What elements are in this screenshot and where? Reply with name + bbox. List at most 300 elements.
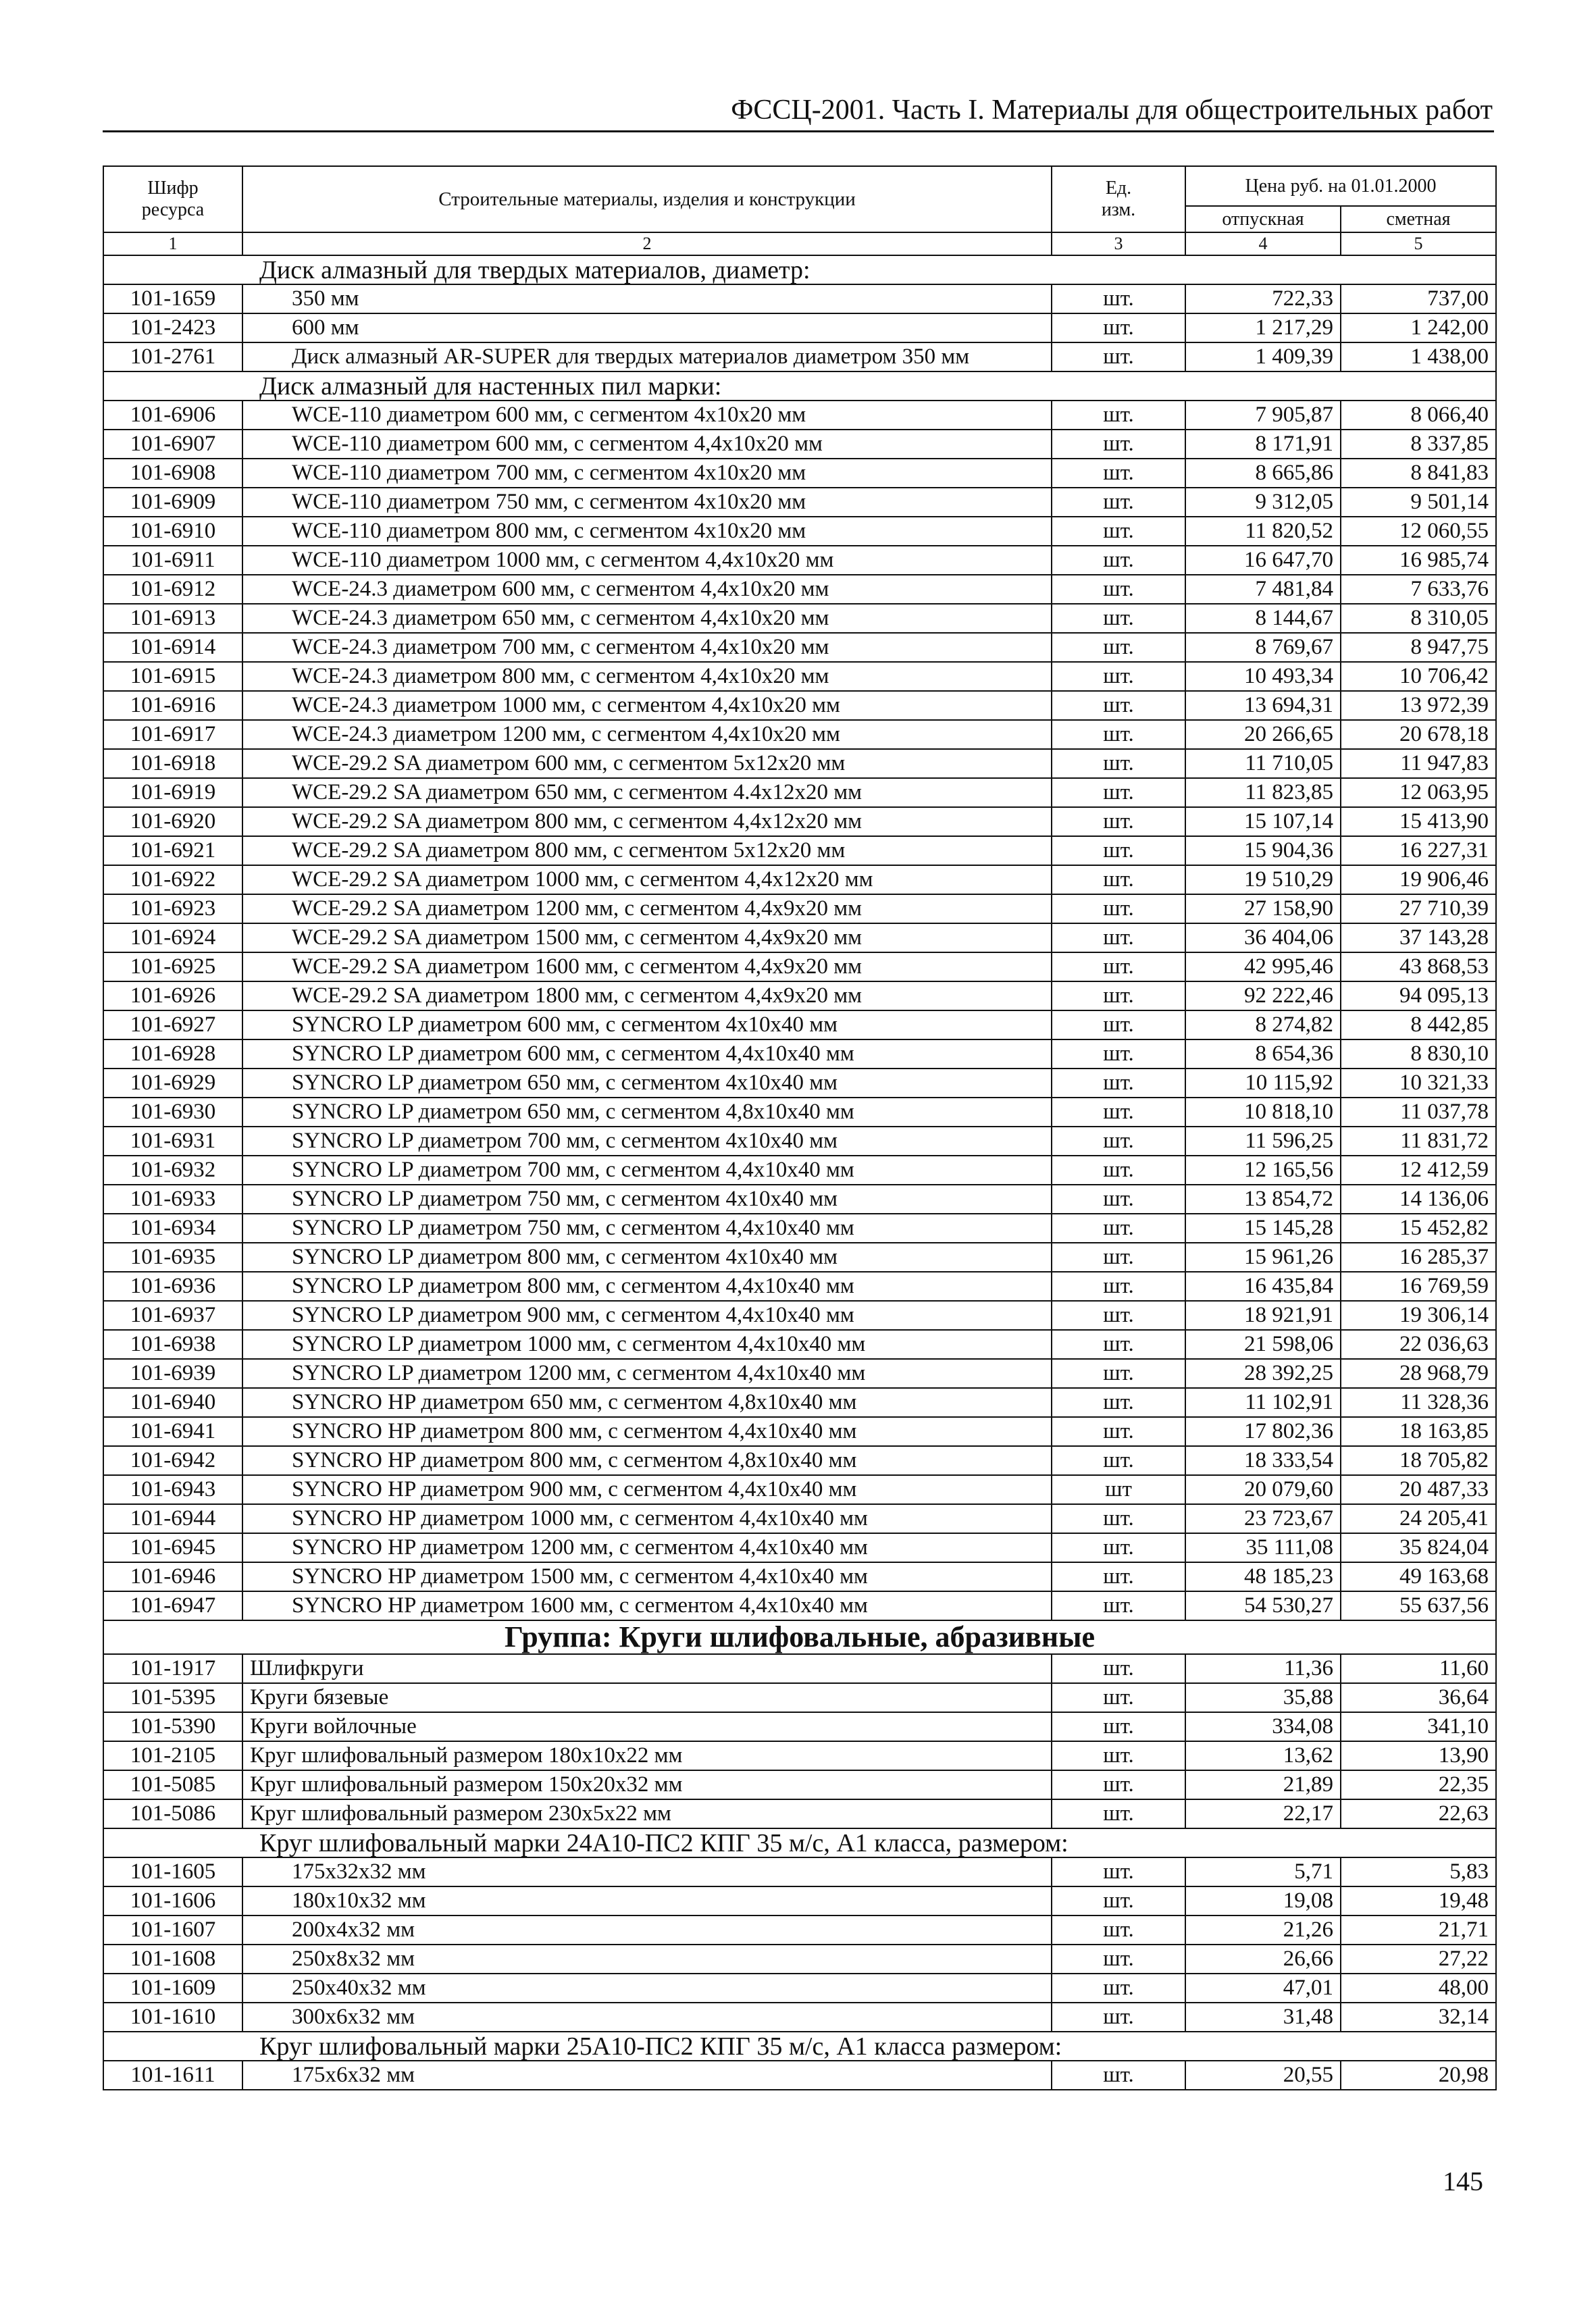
table-row (103, 1214, 1496, 1243)
resource-code-cell: 101-6934 (103, 1214, 242, 1243)
resource-code-cell: 101-6935 (103, 1243, 242, 1272)
item-name-cell: Круг шлифовальный размером 150х20х32 мм (242, 1770, 1052, 1799)
release-price-cell: 21,26 (1185, 1916, 1341, 1945)
unit-cell: шт. (1052, 981, 1185, 1010)
table-row (103, 662, 1496, 691)
unit-cell: шт. (1052, 952, 1185, 981)
table-row (103, 604, 1496, 633)
item-name-cell: SYNCRO LP диаметром 600 мм, с сегментом 4,4х10х40 мм (242, 1039, 1052, 1069)
table-row (103, 1185, 1496, 1214)
release-price-cell: 8 769,67 (1185, 633, 1341, 662)
item-name-cell: SYNCRO LP диаметром 650 мм, с сегментом 4,8х10х40 мм (242, 1098, 1052, 1127)
unit-cell: шт. (1052, 488, 1185, 517)
table-row (103, 313, 1496, 342)
col-header-estimate-price: сметная (1341, 206, 1496, 232)
resource-code-cell: 101-1659 (103, 284, 242, 313)
release-price-cell: 1 409,39 (1185, 342, 1341, 371)
table-row (103, 1359, 1496, 1388)
item-name-cell: WCE-29.2 SA диаметром 1500 мм, с сегментом 4,4х9х20 мм (242, 923, 1052, 952)
table-row (103, 778, 1496, 807)
estimate-price-cell: 16 285,37 (1341, 1243, 1496, 1272)
unit-cell: шт. (1052, 342, 1185, 371)
resource-code-cell: 101-6909 (103, 488, 242, 517)
resource-code-cell: 101-6942 (103, 1446, 242, 1475)
table-row (103, 517, 1496, 546)
item-name-cell: SYNCRO HP диаметром 650 мм, с сегментом 4,8х10х40 мм (242, 1388, 1052, 1417)
table-row (103, 894, 1496, 923)
resource-code-cell: 101-2761 (103, 342, 242, 371)
resource-code-cell: 101-1610 (103, 2003, 242, 2032)
resource-code-cell: 101-6944 (103, 1504, 242, 1533)
estimate-price-cell: 49 163,68 (1341, 1562, 1496, 1591)
unit-cell: шт. (1052, 517, 1185, 546)
item-name-cell: SYNCRO LP диаметром 800 мм, с сегментом 4,4х10х40 мм (242, 1272, 1052, 1301)
item-name-cell: WCE-24.3 диаметром 650 мм, с сегментом 4,4х10х20 мм (242, 604, 1052, 633)
item-name-cell: WCE-29.2 SA диаметром 1000 мм, с сегментом 4,4х12х20 мм (242, 865, 1052, 894)
resource-code-cell: 101-6908 (103, 459, 242, 488)
resource-code-cell: 101-6921 (103, 836, 242, 865)
unit-cell: шт. (1052, 1243, 1185, 1272)
item-name-cell: SYNCRO LP диаметром 750 мм, с сегментом 4х10х40 мм (242, 1185, 1052, 1214)
estimate-price-cell: 8 947,75 (1341, 633, 1496, 662)
unit-cell: шт. (1052, 894, 1185, 923)
table-row (103, 1301, 1496, 1330)
table-row (103, 1974, 1496, 2003)
resource-code-cell: 101-6943 (103, 1475, 242, 1504)
release-price-cell: 42 995,46 (1185, 952, 1341, 981)
item-name-cell: Круги войлочные (242, 1712, 1052, 1741)
unit-cell: шт. (1052, 633, 1185, 662)
unit-cell: шт. (1052, 313, 1185, 342)
resource-code-cell: 101-1606 (103, 1886, 242, 1916)
resource-code-cell: 101-5085 (103, 1770, 242, 1799)
unit-cell: шт. (1052, 1974, 1185, 2003)
table-row (103, 1533, 1496, 1562)
item-name-cell: WCE-110 диаметром 1000 мм, с сегментом 4,4х10х20 мм (242, 546, 1052, 575)
resource-code-cell: 101-1607 (103, 1916, 242, 1945)
table-row (103, 1010, 1496, 1039)
estimate-price-cell: 27,22 (1341, 1945, 1496, 1974)
table-row (103, 1243, 1496, 1272)
table-row (103, 1098, 1496, 1127)
item-name-cell: WCE-24.3 диаметром 800 мм, с сегментом 4,4х10х20 мм (242, 662, 1052, 691)
release-price-cell: 27 158,90 (1185, 894, 1341, 923)
unit-cell: шт. (1052, 749, 1185, 778)
estimate-price-cell: 13 972,39 (1341, 691, 1496, 720)
estimate-price-cell: 8 442,85 (1341, 1010, 1496, 1039)
estimate-price-cell: 36,64 (1341, 1683, 1496, 1712)
release-price-cell: 11 820,52 (1185, 517, 1341, 546)
item-name-cell: 600 мм (242, 313, 1052, 342)
unit-cell: шт. (1052, 1098, 1185, 1127)
item-name-cell: SYNCRO LP диаметром 600 мм, с сегментом 4х10х40 мм (242, 1010, 1052, 1039)
release-price-cell: 15 145,28 (1185, 1214, 1341, 1243)
table-row (103, 1916, 1496, 1945)
estimate-price-cell: 12 412,59 (1341, 1156, 1496, 1185)
unit-cell: шт. (1052, 1330, 1185, 1359)
resource-code-cell: 101-1917 (103, 1654, 242, 1683)
header-divider (103, 130, 1494, 132)
release-price-cell: 13 694,31 (1185, 691, 1341, 720)
unit-cell: шт. (1052, 1799, 1185, 1828)
unit-cell: шт. (1052, 1591, 1185, 1620)
release-price-cell: 8 171,91 (1185, 430, 1341, 459)
release-price-cell: 20 079,60 (1185, 1475, 1341, 1504)
item-name-cell: 350 мм (242, 284, 1052, 313)
item-name-cell: SYNCRO LP диаметром 900 мм, с сегментом 4,4х10х40 мм (242, 1301, 1052, 1330)
unit-cell: шт. (1052, 1069, 1185, 1098)
resource-code-cell: 101-6925 (103, 952, 242, 981)
table-row (103, 633, 1496, 662)
subheading-row (103, 255, 1496, 284)
unit-cell: шт (1052, 1475, 1185, 1504)
item-name-cell: WCE-24.3 диаметром 1200 мм, с сегментом 4,4х10х20 мм (242, 720, 1052, 749)
estimate-price-cell: 19,48 (1341, 1886, 1496, 1916)
item-name-cell: 200х4х32 мм (242, 1916, 1052, 1945)
estimate-price-cell: 32,14 (1341, 2003, 1496, 2032)
estimate-price-cell: 16 227,31 (1341, 836, 1496, 865)
resource-code-cell: 101-6923 (103, 894, 242, 923)
release-price-cell: 31,48 (1185, 2003, 1341, 2032)
table-row (103, 459, 1496, 488)
unit-cell: шт. (1052, 1272, 1185, 1301)
unit-cell: шт. (1052, 1857, 1185, 1886)
release-price-cell: 16 435,84 (1185, 1272, 1341, 1301)
page-number: 145 (1443, 2166, 1483, 2196)
resource-code-cell: 101-6915 (103, 662, 242, 691)
unit-cell: шт. (1052, 604, 1185, 633)
item-name-cell: WCE-29.2 SA диаметром 800 мм, с сегментом 4,4х12х20 мм (242, 807, 1052, 836)
estimate-price-cell: 20,98 (1341, 2061, 1496, 2090)
item-name-cell: WCE-29.2 SA диаметром 600 мм, с сегментом 5х12х20 мм (242, 749, 1052, 778)
table-row (103, 2003, 1496, 2032)
item-name-cell: WCE-24.3 диаметром 1000 мм, с сегментом 4,4х10х20 мм (242, 691, 1052, 720)
col-header-code: Шифр ресурса (103, 166, 242, 232)
item-name-cell: WCE-110 диаметром 600 мм, с сегментом 4,4х10х20 мм (242, 430, 1052, 459)
resource-code-cell: 101-6927 (103, 1010, 242, 1039)
unit-cell: шт. (1052, 1301, 1185, 1330)
estimate-price-cell: 16 769,59 (1341, 1272, 1496, 1301)
estimate-price-cell: 12 060,55 (1341, 517, 1496, 546)
release-price-cell: 48 185,23 (1185, 1562, 1341, 1591)
estimate-price-cell: 1 438,00 (1341, 342, 1496, 371)
resource-code-cell: 101-6933 (103, 1185, 242, 1214)
resource-code-cell: 101-6910 (103, 517, 242, 546)
estimate-price-cell: 10 321,33 (1341, 1069, 1496, 1098)
col-number-1: 1 (103, 232, 242, 255)
table-row (103, 1799, 1496, 1828)
item-name-cell: Шлифкруги (242, 1654, 1052, 1683)
release-price-cell: 17 802,36 (1185, 1417, 1341, 1446)
unit-cell: шт. (1052, 1886, 1185, 1916)
estimate-price-cell: 28 968,79 (1341, 1359, 1496, 1388)
unit-cell: шт. (1052, 1654, 1185, 1683)
unit-cell: шт. (1052, 1562, 1185, 1591)
subheading-text: Диск алмазный для настенных пил марки: (103, 371, 1496, 401)
table-row (103, 952, 1496, 981)
item-name-cell: SYNCRO HP диаметром 1500 мм, с сегментом 4,4х10х40 мм (242, 1562, 1052, 1591)
release-price-cell: 8 144,67 (1185, 604, 1341, 633)
table-row (103, 342, 1496, 371)
unit-cell: шт. (1052, 1712, 1185, 1741)
resource-code-cell: 101-5395 (103, 1683, 242, 1712)
release-price-cell: 11,36 (1185, 1654, 1341, 1683)
estimate-price-cell: 20 487,33 (1341, 1475, 1496, 1504)
unit-cell: шт. (1052, 430, 1185, 459)
resource-code-cell: 101-6932 (103, 1156, 242, 1185)
release-price-cell: 35 111,08 (1185, 1533, 1341, 1562)
unit-cell: шт. (1052, 546, 1185, 575)
unit-cell: шт. (1052, 923, 1185, 952)
item-name-cell: WCE-110 диаметром 750 мм, с сегментом 4х10х20 мм (242, 488, 1052, 517)
estimate-price-cell: 11 037,78 (1341, 1098, 1496, 1127)
table-row (103, 1330, 1496, 1359)
group-heading-row (103, 1620, 1496, 1654)
item-name-cell: WCE-29.2 SA диаметром 1800 мм, с сегментом 4,4х9х20 мм (242, 981, 1052, 1010)
table-row (103, 1156, 1496, 1185)
estimate-price-cell: 27 710,39 (1341, 894, 1496, 923)
release-price-cell: 10 818,10 (1185, 1098, 1341, 1127)
release-price-cell: 13,62 (1185, 1741, 1341, 1770)
release-price-cell: 11 823,85 (1185, 778, 1341, 807)
release-price-cell: 18 921,91 (1185, 1301, 1341, 1330)
table-row (103, 1591, 1496, 1620)
table-row (103, 1712, 1496, 1741)
table-row (103, 1475, 1496, 1504)
resource-code-cell: 101-1608 (103, 1945, 242, 1974)
unit-cell: шт. (1052, 1741, 1185, 1770)
resource-code-cell: 101-1605 (103, 1857, 242, 1886)
item-name-cell: WCE-29.2 SA диаметром 1600 мм, с сегментом 4,4х9х20 мм (242, 952, 1052, 981)
estimate-price-cell: 5,83 (1341, 1857, 1496, 1886)
item-name-cell: Диск алмазный AR-SUPER для твердых материалов диаметром 350 мм (242, 342, 1052, 371)
resource-code-cell: 101-6930 (103, 1098, 242, 1127)
subheading-row (103, 2032, 1496, 2061)
release-price-cell: 28 392,25 (1185, 1359, 1341, 1388)
estimate-price-cell: 19 306,14 (1341, 1301, 1496, 1330)
release-price-cell: 36 404,06 (1185, 923, 1341, 952)
col-number-3: 3 (1052, 232, 1185, 255)
release-price-cell: 9 312,05 (1185, 488, 1341, 517)
item-name-cell: Круги бязевые (242, 1683, 1052, 1712)
release-price-cell: 19,08 (1185, 1886, 1341, 1916)
resource-code-cell: 101-6913 (103, 604, 242, 633)
unit-cell: шт. (1052, 1010, 1185, 1039)
release-price-cell: 23 723,67 (1185, 1504, 1341, 1533)
resource-code-cell: 101-6919 (103, 778, 242, 807)
release-price-cell: 334,08 (1185, 1712, 1341, 1741)
table-row (103, 1945, 1496, 1974)
item-name-cell: Круг шлифовальный размером 230х5х22 мм (242, 1799, 1052, 1828)
unit-cell: шт. (1052, 1127, 1185, 1156)
release-price-cell: 8 654,36 (1185, 1039, 1341, 1069)
release-price-cell: 20 266,65 (1185, 720, 1341, 749)
estimate-price-cell: 12 063,95 (1341, 778, 1496, 807)
release-price-cell: 13 854,72 (1185, 1185, 1341, 1214)
resource-code-cell: 101-6931 (103, 1127, 242, 1156)
item-name-cell: SYNCRO LP диаметром 650 мм, с сегментом 4х10х40 мм (242, 1069, 1052, 1098)
item-name-cell: WCE-110 диаметром 700 мм, с сегментом 4х10х20 мм (242, 459, 1052, 488)
estimate-price-cell: 11,60 (1341, 1654, 1496, 1683)
table-row (103, 1069, 1496, 1098)
release-price-cell: 11 710,05 (1185, 749, 1341, 778)
resource-code-cell: 101-6920 (103, 807, 242, 836)
estimate-price-cell: 8 841,83 (1341, 459, 1496, 488)
table-row (103, 284, 1496, 313)
resource-code-cell: 101-6922 (103, 865, 242, 894)
resource-code-cell: 101-6918 (103, 749, 242, 778)
estimate-price-cell: 737,00 (1341, 284, 1496, 313)
estimate-price-cell: 48,00 (1341, 1974, 1496, 2003)
estimate-price-cell: 18 705,82 (1341, 1446, 1496, 1475)
resource-code-cell: 101-6947 (103, 1591, 242, 1620)
table-row (103, 807, 1496, 836)
release-price-cell: 26,66 (1185, 1945, 1341, 1974)
release-price-cell: 22,17 (1185, 1799, 1341, 1828)
col-header-unit: Ед. изм. (1052, 166, 1185, 232)
col-number-5: 5 (1341, 232, 1496, 255)
item-name-cell: WCE-110 диаметром 800 мм, с сегментом 4х10х20 мм (242, 517, 1052, 546)
estimate-price-cell: 14 136,06 (1341, 1185, 1496, 1214)
release-price-cell: 54 530,27 (1185, 1591, 1341, 1620)
unit-cell: шт. (1052, 1504, 1185, 1533)
resource-code-cell: 101-6924 (103, 923, 242, 952)
table-row (103, 1504, 1496, 1533)
estimate-price-cell: 341,10 (1341, 1712, 1496, 1741)
resource-code-cell: 101-2105 (103, 1741, 242, 1770)
table-row (103, 1446, 1496, 1475)
estimate-price-cell: 22,63 (1341, 1799, 1496, 1828)
col-header-price: Цена руб. на 01.01.2000 (1185, 166, 1496, 206)
release-price-cell: 1 217,29 (1185, 313, 1341, 342)
unit-cell: шт. (1052, 865, 1185, 894)
resource-code-cell: 101-6938 (103, 1330, 242, 1359)
subheading-row (103, 1828, 1496, 1857)
item-name-cell: 300х6х32 мм (242, 2003, 1052, 2032)
table-head (103, 166, 1496, 255)
table-row (103, 981, 1496, 1010)
table-row (103, 430, 1496, 459)
resource-code-cell: 101-6946 (103, 1562, 242, 1591)
table-row (103, 1857, 1496, 1886)
estimate-price-cell: 15 413,90 (1341, 807, 1496, 836)
subheading-text: Диск алмазный для твердых материалов, диаметр: (103, 255, 1496, 284)
release-price-cell: 10 493,34 (1185, 662, 1341, 691)
estimate-price-cell: 55 637,56 (1341, 1591, 1496, 1620)
estimate-price-cell: 19 906,46 (1341, 865, 1496, 894)
release-price-cell: 15 904,36 (1185, 836, 1341, 865)
unit-cell: шт. (1052, 1388, 1185, 1417)
item-name-cell: WCE-110 диаметром 600 мм, с сегментом 4х10х20 мм (242, 401, 1052, 430)
table-row (103, 1770, 1496, 1799)
release-price-cell: 47,01 (1185, 1974, 1341, 2003)
estimate-price-cell: 22,35 (1341, 1770, 1496, 1799)
table-row (103, 401, 1496, 430)
release-price-cell: 8 274,82 (1185, 1010, 1341, 1039)
resource-code-cell: 101-6941 (103, 1417, 242, 1446)
table-row (103, 749, 1496, 778)
item-name-cell: 175х6х32 мм (242, 2061, 1052, 2090)
unit-cell: шт. (1052, 1359, 1185, 1388)
item-name-cell: SYNCRO LP диаметром 1000 мм, с сегментом 4,4х10х40 мм (242, 1330, 1052, 1359)
unit-cell: шт. (1052, 1770, 1185, 1799)
item-name-cell: SYNCRO HP диаметром 800 мм, с сегментом 4,8х10х40 мм (242, 1446, 1052, 1475)
unit-cell: шт. (1052, 459, 1185, 488)
unit-cell: шт. (1052, 284, 1185, 313)
unit-cell: шт. (1052, 2003, 1185, 2032)
release-price-cell: 7 481,84 (1185, 575, 1341, 604)
unit-cell: шт. (1052, 1533, 1185, 1562)
resource-code-cell: 101-6907 (103, 430, 242, 459)
table-row (103, 2061, 1496, 2090)
estimate-price-cell: 11 947,83 (1341, 749, 1496, 778)
resource-code-cell: 101-5390 (103, 1712, 242, 1741)
item-name-cell: WCE-29.2 SA диаметром 1200 мм, с сегментом 4,4х9х20 мм (242, 894, 1052, 923)
estimate-price-cell: 37 143,28 (1341, 923, 1496, 952)
resource-code-cell: 101-6911 (103, 546, 242, 575)
estimate-price-cell: 7 633,76 (1341, 575, 1496, 604)
table-row (103, 836, 1496, 865)
unit-cell: шт. (1052, 1945, 1185, 1974)
estimate-price-cell: 15 452,82 (1341, 1214, 1496, 1243)
unit-cell: шт. (1052, 575, 1185, 604)
release-price-cell: 15 961,26 (1185, 1243, 1341, 1272)
unit-cell: шт. (1052, 720, 1185, 749)
unit-cell: шт. (1052, 1214, 1185, 1243)
unit-cell: шт. (1052, 778, 1185, 807)
col-header-release-price: отпускная (1185, 206, 1341, 232)
resource-code-cell: 101-6906 (103, 401, 242, 430)
release-price-cell: 21 598,06 (1185, 1330, 1341, 1359)
unit-cell: шт. (1052, 1683, 1185, 1712)
item-name-cell: 250х8х32 мм (242, 1945, 1052, 1974)
unit-cell: шт. (1052, 662, 1185, 691)
col-number-2: 2 (242, 232, 1052, 255)
resource-code-cell: 101-1609 (103, 1974, 242, 2003)
item-name-cell: 180х10х32 мм (242, 1886, 1052, 1916)
table-row (103, 1741, 1496, 1770)
col-header-name: Строительные материалы, изделия и конструкции (242, 166, 1052, 232)
release-price-cell: 92 222,46 (1185, 981, 1341, 1010)
estimate-price-cell: 8 830,10 (1341, 1039, 1496, 1069)
price-table (103, 165, 1497, 2090)
estimate-price-cell: 11 831,72 (1341, 1127, 1496, 1156)
estimate-price-cell: 8 066,40 (1341, 401, 1496, 430)
table-row (103, 720, 1496, 749)
release-price-cell: 35,88 (1185, 1683, 1341, 1712)
table-row (103, 575, 1496, 604)
release-price-cell: 722,33 (1185, 284, 1341, 313)
estimate-price-cell: 21,71 (1341, 1916, 1496, 1945)
item-name-cell: SYNCRO HP диаметром 1200 мм, с сегментом 4,4х10х40 мм (242, 1533, 1052, 1562)
unit-cell: шт. (1052, 1417, 1185, 1446)
resource-code-cell: 101-6917 (103, 720, 242, 749)
release-price-cell: 20,55 (1185, 2061, 1341, 2090)
group-heading: Группа: Круги шлифовальные, абразивные (103, 1620, 1496, 1654)
table-row (103, 1654, 1496, 1683)
estimate-price-cell: 43 868,53 (1341, 952, 1496, 981)
table-row (103, 546, 1496, 575)
resource-code-cell: 101-6912 (103, 575, 242, 604)
table-row (103, 1417, 1496, 1446)
item-name-cell: SYNCRO HP диаметром 1000 мм, с сегментом 4,4х10х40 мм (242, 1504, 1052, 1533)
estimate-price-cell: 1 242,00 (1341, 313, 1496, 342)
table-row (103, 1272, 1496, 1301)
estimate-price-cell: 20 678,18 (1341, 720, 1496, 749)
resource-code-cell: 101-6916 (103, 691, 242, 720)
estimate-price-cell: 22 036,63 (1341, 1330, 1496, 1359)
resource-code-cell: 101-6926 (103, 981, 242, 1010)
